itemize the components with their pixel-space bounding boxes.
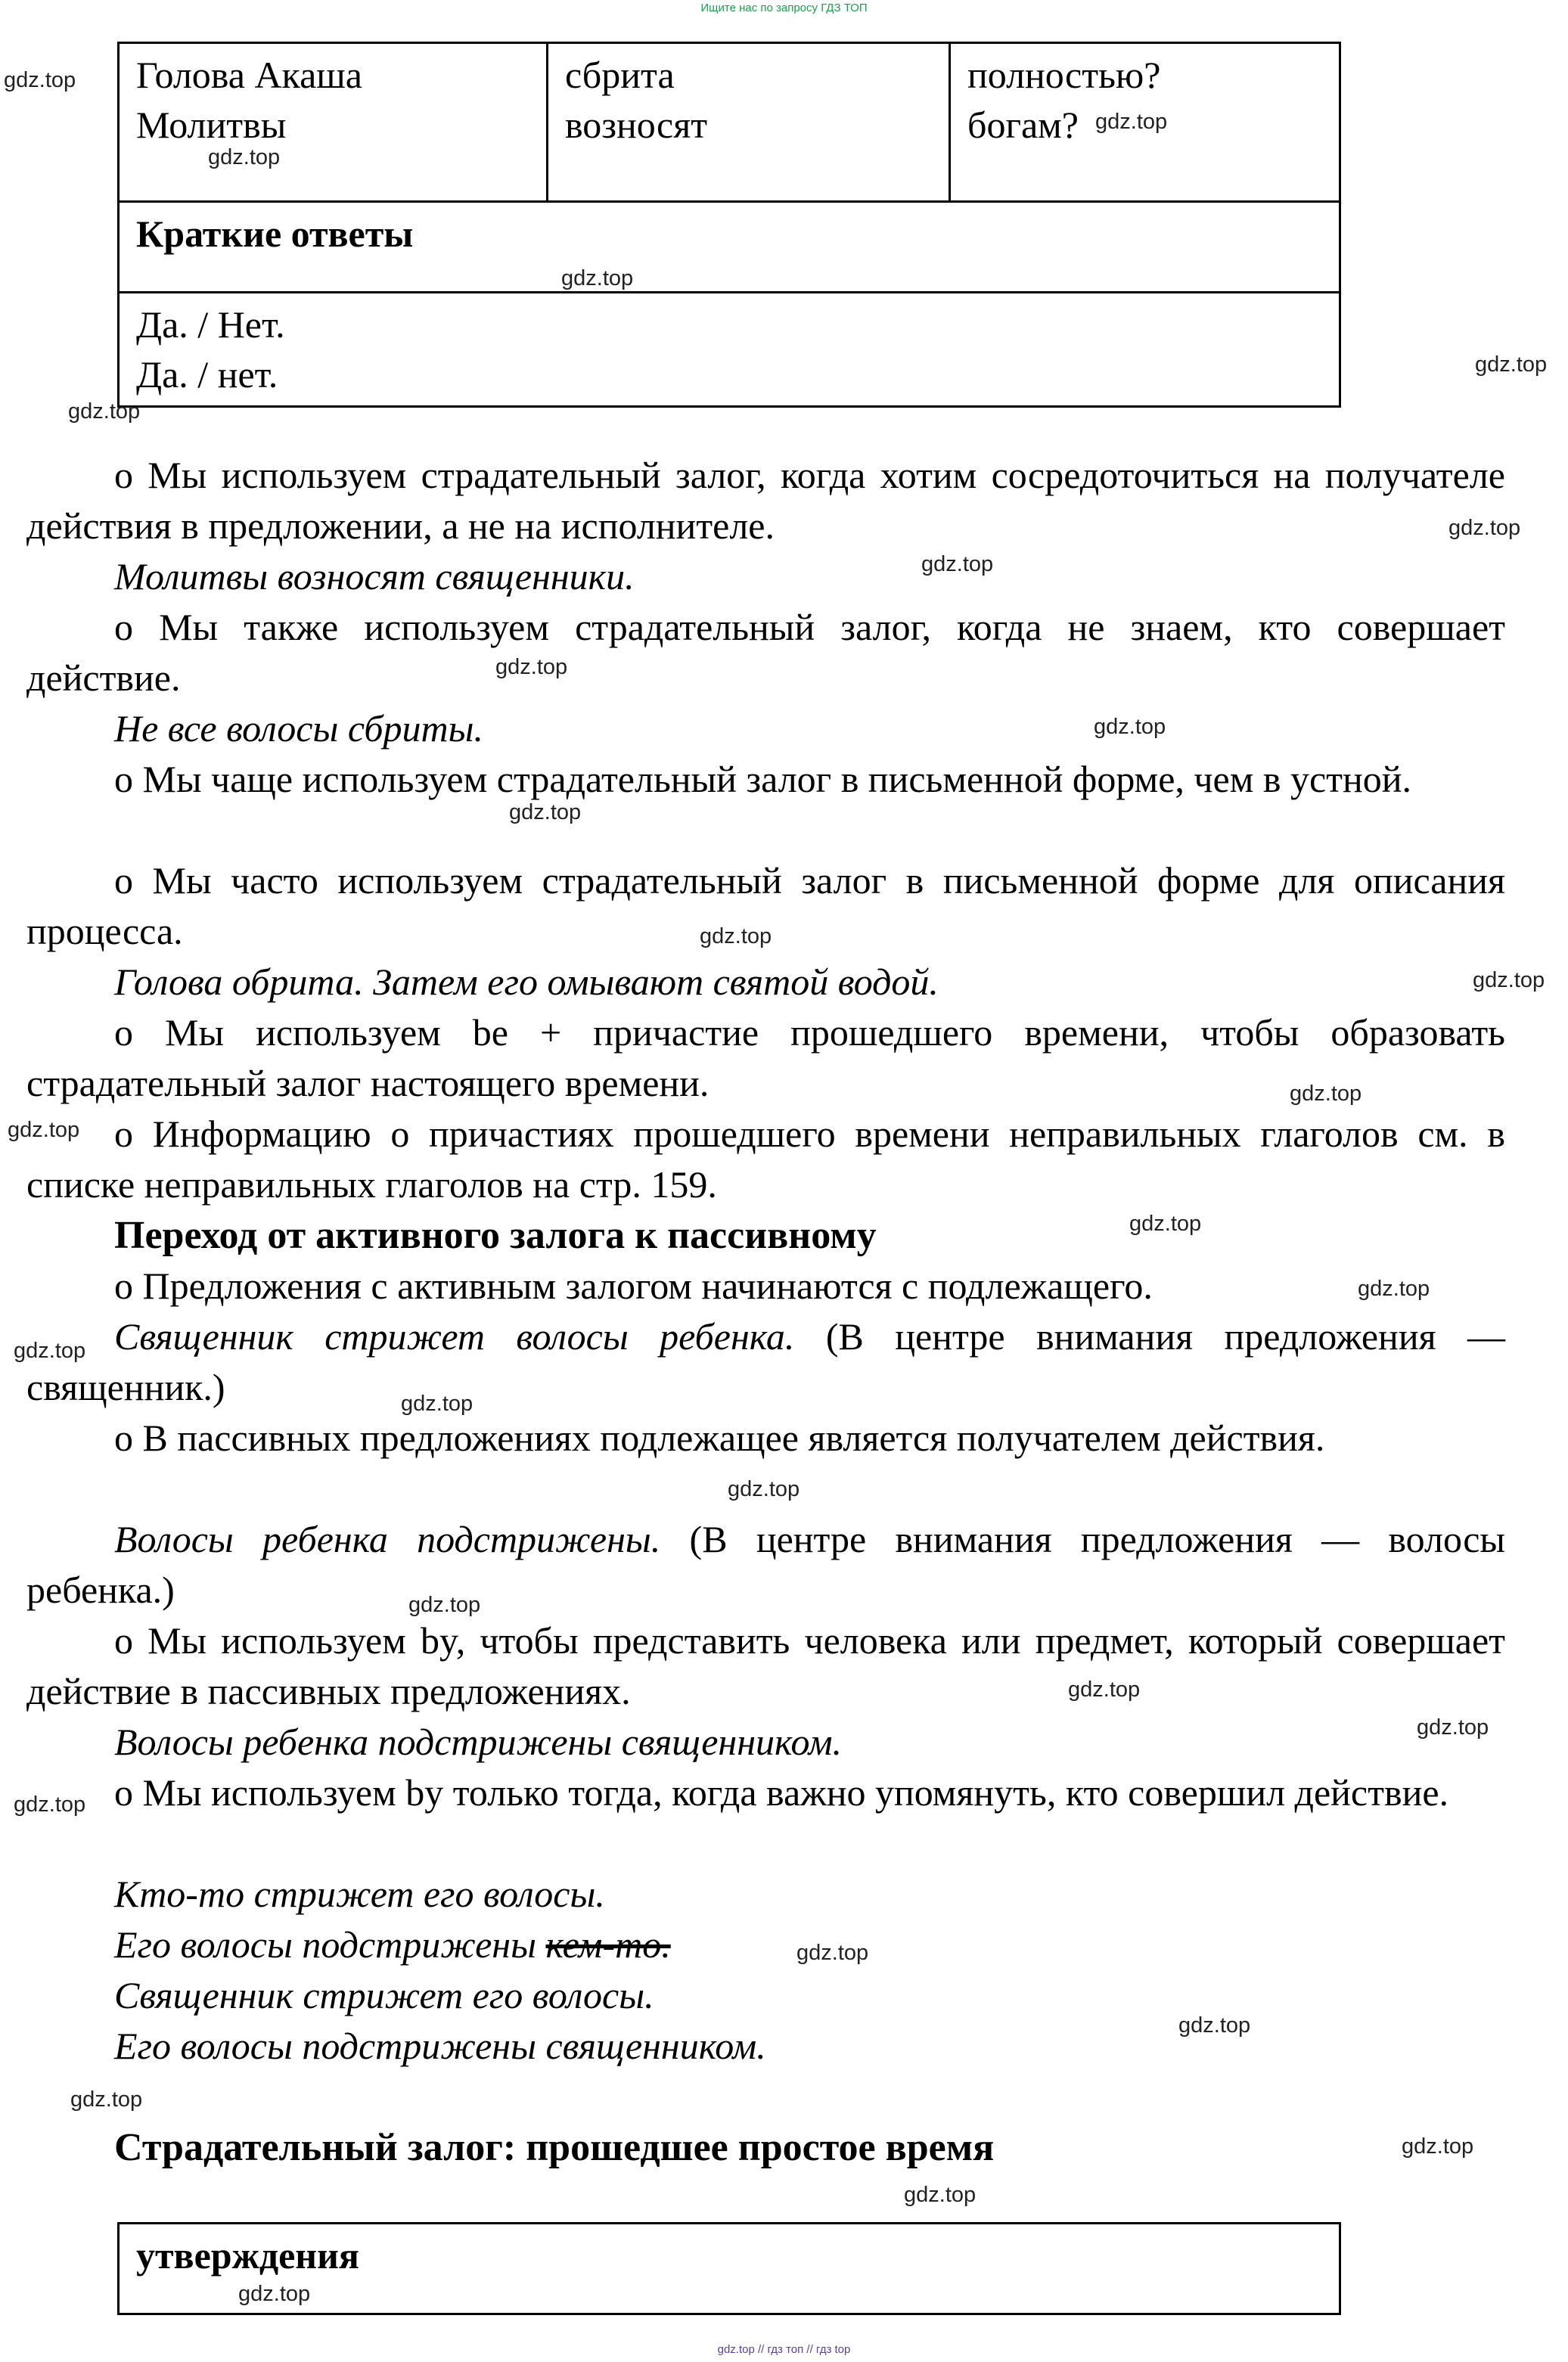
watermark: gdz.top	[1475, 352, 1548, 377]
example-sentence: Не все волосы сбриты.	[114, 707, 483, 750]
watermark: gdz.top	[1290, 1082, 1362, 1106]
rule-paragraph: о Мы используем by только тогда, когда важно упомянуть, кто совершил действие.	[114, 1771, 1449, 1814]
watermark: gdz.top	[728, 1477, 800, 1501]
short-answer: Да. / Нет.	[136, 303, 285, 346]
short-answer: Да. / нет.	[136, 353, 278, 396]
watermark: gdz.top	[238, 2282, 311, 2306]
example-paragraph: Волосы ребенка подстрижены. (В центре внимания предложения — волосы ребенка.)	[26, 1518, 1506, 1611]
watermark: gdz.top	[1473, 968, 1545, 992]
rule-paragraph: о Мы чаще используем страдательный залог в письменной форме, чем в устной.	[114, 758, 1412, 800]
rule-paragraph: о Предложения с активным залогом начинаются с подлежащего.	[114, 1265, 1153, 1307]
top-banner: Ищите нас по запросу ГДЗ ТОП	[700, 2, 868, 14]
watermark: gdz.top	[1178, 2013, 1251, 2038]
rule-paragraph: о Мы часто используем страдательный залог в письменной форме для описания процесса.	[26, 859, 1505, 952]
watermark: gdz.top	[921, 552, 994, 576]
cell-text: Голова Акаша	[136, 54, 362, 96]
cell-text: сбрита	[565, 54, 675, 96]
struck-text: кем-то.	[545, 1923, 671, 1966]
example-sentence: Волосы ребенка подстрижены священником.	[114, 1721, 842, 1763]
watermark: gdz.top	[14, 1792, 86, 1817]
watermark: gdz.top	[70, 2087, 143, 2112]
rule-paragraph: о Информацию о причастиях прошедшего времени неправильных глаголов см. в списке неправильных глаголов на стр. 159.	[26, 1113, 1505, 1206]
watermark: gdz.top	[208, 145, 281, 169]
section-heading: Страдательный залог: прошедшее простое время	[114, 2126, 995, 2169]
watermark: gdz.top	[1095, 110, 1168, 134]
watermark: gdz.top	[4, 68, 76, 92]
rule-paragraph: о В пассивных предложениях подлежащее является получателем действия.	[114, 1417, 1325, 1459]
watermark: gdz.top	[1068, 1678, 1141, 1702]
watermark: gdz.top	[796, 1941, 869, 1965]
watermark: gdz.top	[1094, 715, 1166, 739]
answer-table	[117, 42, 1341, 408]
short-answers-title: Краткие ответы	[136, 213, 414, 255]
watermark: gdz.top	[509, 800, 582, 824]
watermark: gdz.top	[14, 1339, 86, 1363]
table-header: утверждения	[136, 2234, 359, 2277]
example-paragraph: Священник стрижет волосы ребенка. (В центре внимания предложения — священник.)	[26, 1315, 1505, 1408]
example-sentence: Кто-то стрижет его волосы.	[114, 1873, 605, 1915]
watermark: gdz.top	[495, 655, 568, 679]
example-sentence: Его волосы подстрижены кем-то.	[114, 1923, 671, 1966]
watermark: gdz.top	[561, 266, 634, 290]
cell-text: Молитвы	[136, 104, 287, 146]
example-sentence: Голова обрита. Затем его омывают святой водой.	[114, 961, 939, 1003]
table-cell	[119, 202, 1340, 293]
watermark: gdz.top	[1417, 1715, 1489, 1740]
cell-text: богам?	[967, 104, 1079, 146]
rule-paragraph: о Мы используем страдательный залог, когда хотим сосредоточиться на получателе действия в предложении, а не на исполнителе.	[26, 454, 1505, 547]
cell-text: возносят	[565, 104, 708, 146]
example-sentence: Священник стрижет его волосы.	[114, 1974, 654, 2016]
watermark: gdz.top	[8, 1118, 80, 1142]
rule-paragraph: о Мы используем by, чтобы представить человека или предмет, который совершает действие в пассивных предложениях.	[26, 1619, 1505, 1712]
watermark: gdz.top	[700, 924, 772, 948]
example-sentence: Молитвы возносят священники.	[114, 555, 635, 597]
rule-paragraph: о Мы также используем страдательный залог, когда не знаем, кто совершает действие.	[26, 606, 1505, 699]
table-cell	[119, 293, 1340, 407]
cell-text: полностью?	[967, 54, 1161, 96]
watermark: gdz.top	[68, 399, 141, 424]
watermark: gdz.top	[1448, 516, 1521, 540]
rule-paragraph: о Мы используем be + причастие прошедшего времени, чтобы образовать страдательный залог настоящего времени.	[26, 1011, 1505, 1104]
example-sentence: Его волосы подстрижены священником.	[114, 2025, 766, 2067]
table-cell	[548, 43, 950, 202]
watermark: gdz.top	[904, 2183, 977, 2207]
watermark: gdz.top	[401, 1392, 474, 1416]
table-cell	[119, 43, 548, 202]
bottom-banner: gdz.top // гдз топ // гдз top	[717, 2343, 851, 2356]
watermark: gdz.top	[1129, 1212, 1202, 1236]
section-heading: Переход от активного залога к пассивному	[114, 1214, 877, 1257]
watermark: gdz.top	[408, 1593, 481, 1617]
watermark: gdz.top	[1402, 2134, 1474, 2159]
watermark: gdz.top	[1358, 1277, 1430, 1301]
